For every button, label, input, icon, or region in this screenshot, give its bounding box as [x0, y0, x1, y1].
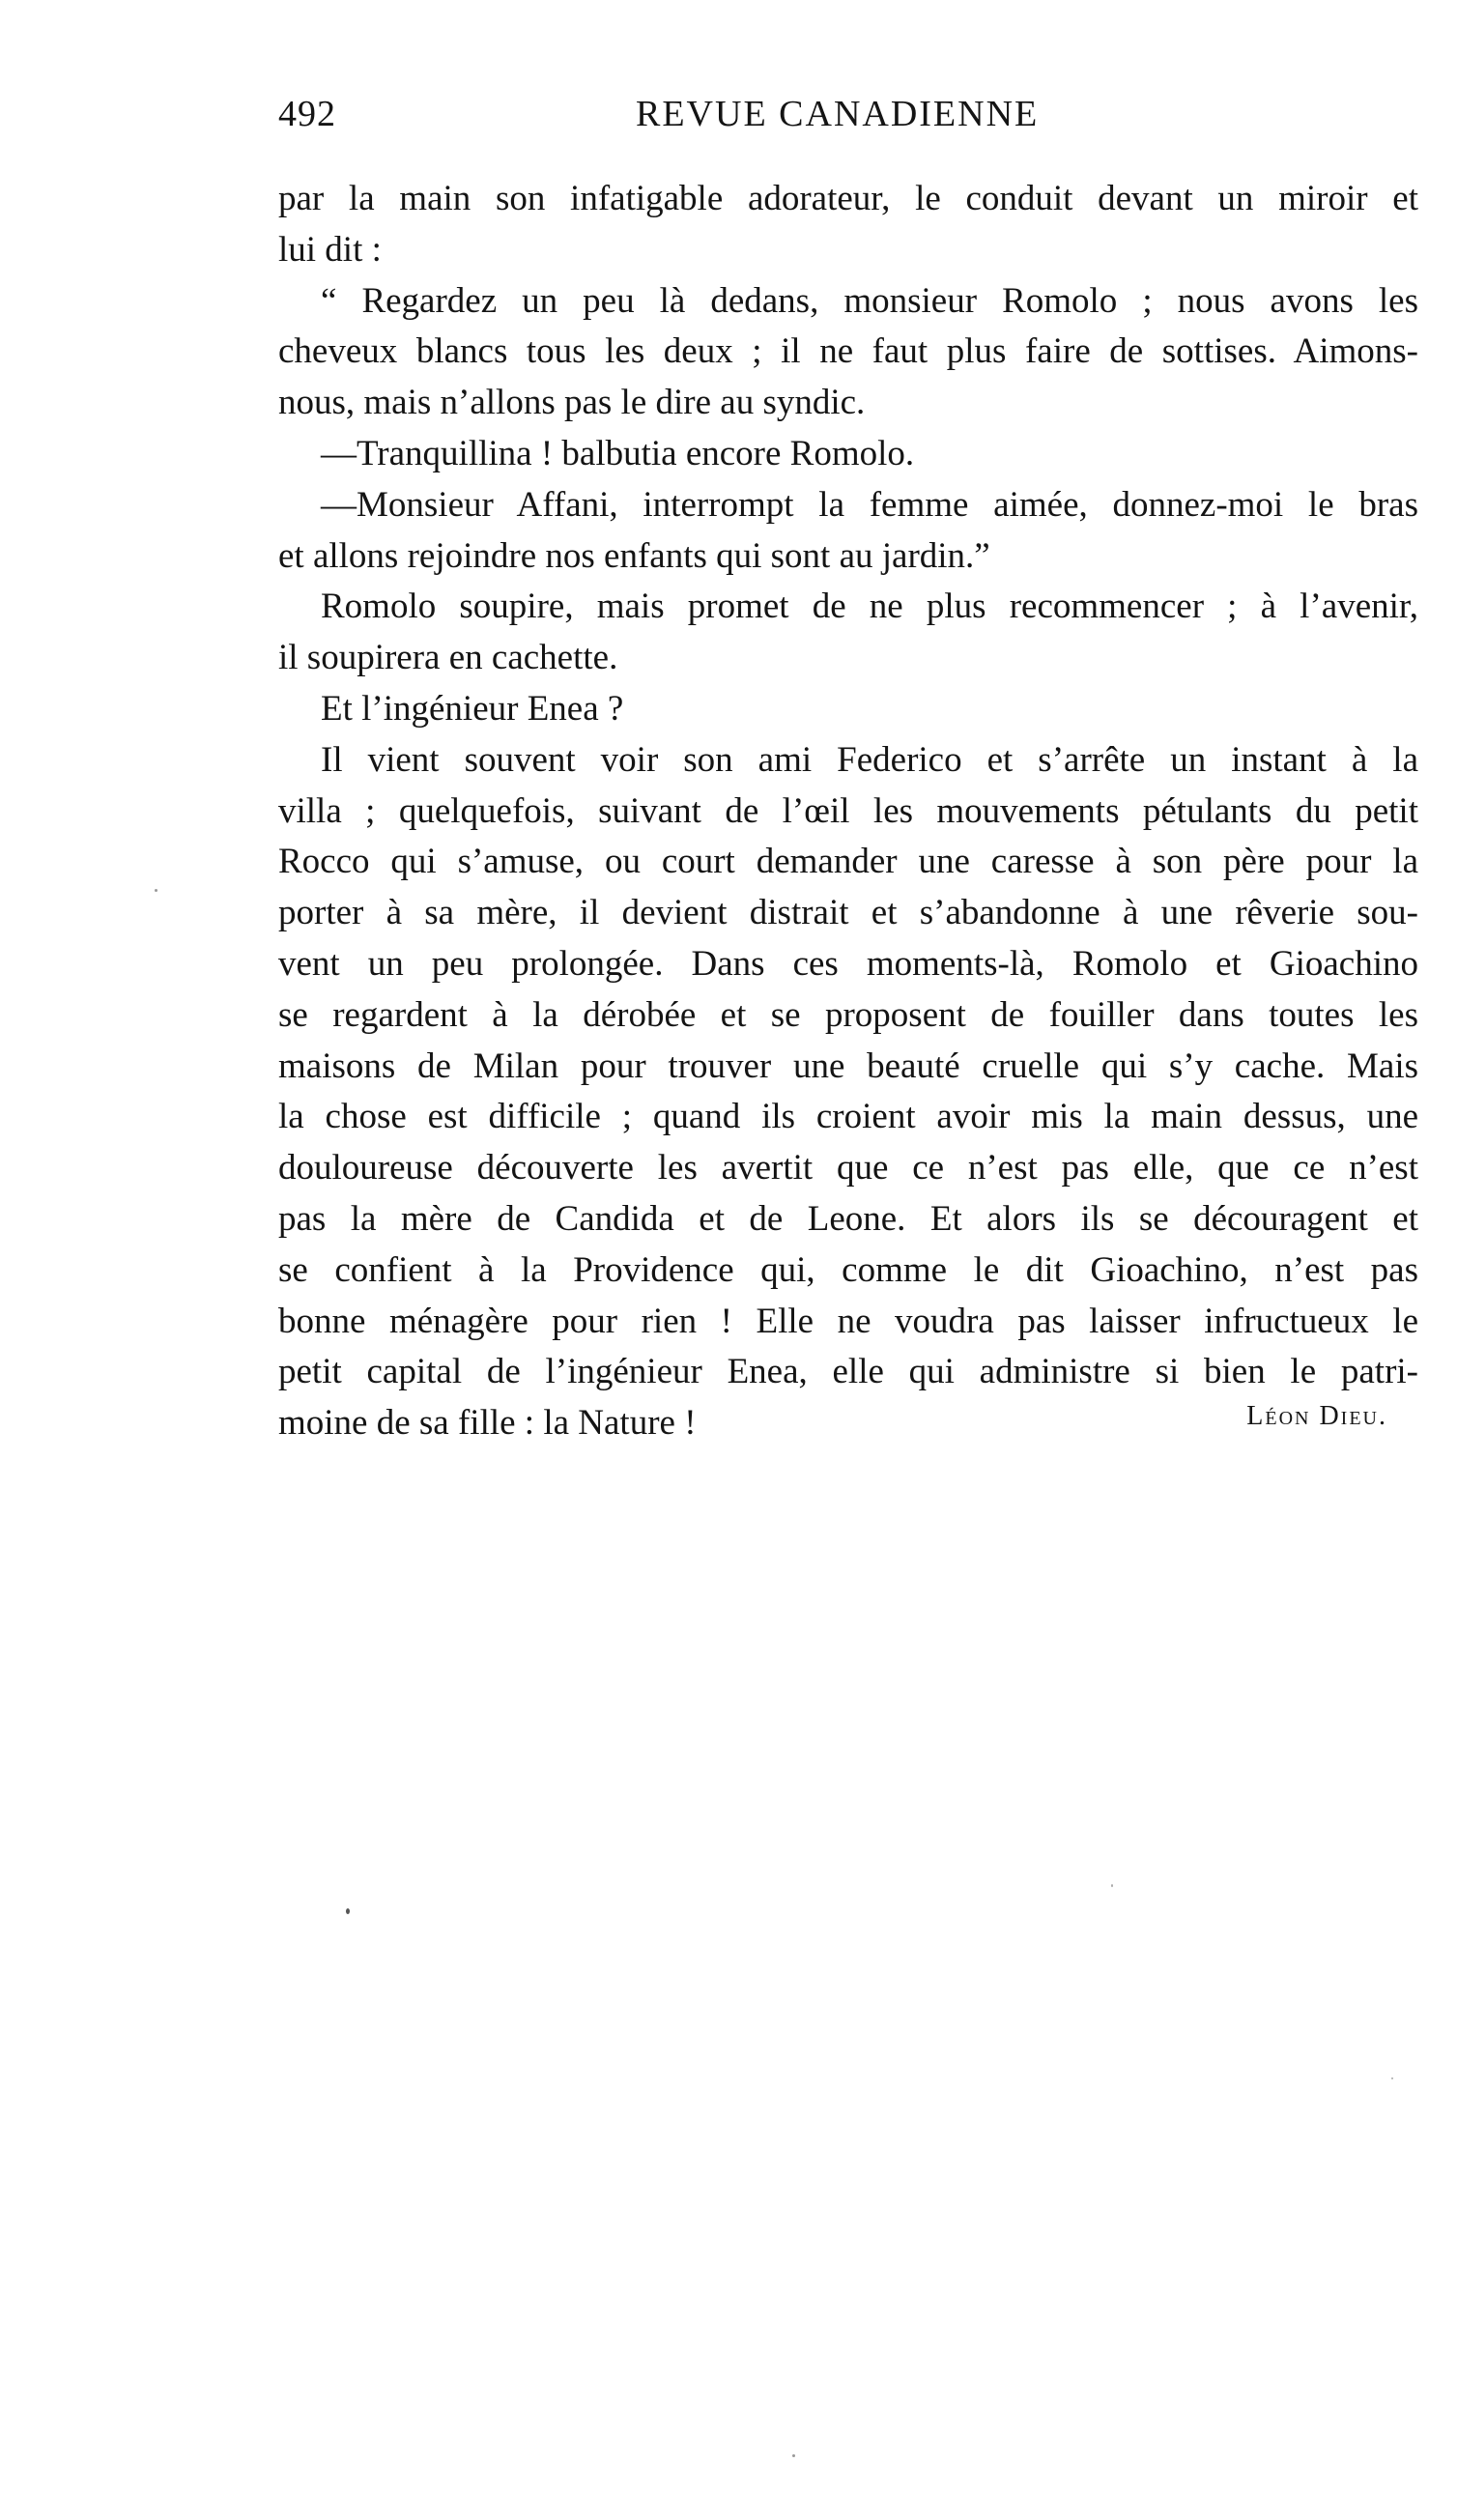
text-line: bonne ménagère pour rien ! Elle ne voudra pas laisser infructueux le — [278, 1301, 1418, 1341]
text-line: vent un peu prolongée. Dans ces moments-là, Romolo et Gioachino — [278, 943, 1418, 984]
scan-speck — [1111, 1884, 1113, 1887]
text-line: petit capital de l’ingénieur Enea, elle qui administre si bien le patri- — [278, 1352, 1418, 1392]
text-line: villa ; quelquefois, suivant de l’œil les mouvements pétulants du petit — [278, 790, 1418, 831]
scan-speck — [155, 889, 157, 892]
text-line: lui dit : — [278, 229, 382, 270]
text-line: —Monsieur Affani, interrompt la femme aimée, donnez-moi le bras — [321, 484, 1418, 525]
scan-speck — [1391, 2077, 1393, 2079]
body-text — [278, 174, 1418, 1449]
text-line: douloureuse découverte les avertit que ce n’est pas elle, que ce n’est — [278, 1148, 1418, 1188]
journal-title: REVUE CANADIENNE — [636, 94, 1040, 134]
text-line: se regardent à la dérobée et se proposent de fouiller dans toutes les — [278, 994, 1418, 1035]
text-line: Et l’ingénieur Enea ? — [321, 688, 624, 729]
scan-speck — [346, 1908, 350, 1914]
text-line: porter à sa mère, il devient distrait et s’abandonne à une rêverie sou- — [278, 893, 1418, 933]
text-line: —Tranquillina ! balbutia encore Romolo. — [321, 433, 915, 473]
text-line: et allons rejoindre nos enfants qui sont au jardin.” — [278, 535, 990, 576]
page-number: 492 — [278, 94, 336, 134]
text-line: “ Regardez un peu là dedans, monsieur Romolo ; nous avons les — [321, 280, 1418, 321]
scan-speck — [792, 2454, 795, 2457]
text-line: Rocco qui s’amuse, ou court demander une caresse à son père pour la — [278, 842, 1418, 882]
running-head — [278, 93, 1418, 151]
text-line: pas la mère de Candida et de Leone. Et alors ils se découragent et — [278, 1198, 1418, 1239]
text-line: nous, mais n’allons pas le dire au syndic. — [278, 383, 866, 423]
text-line: la chose est difficile ; quand ils croient avoir mis la main dessus, une — [278, 1097, 1418, 1137]
text-line: cheveux blancs tous les deux ; il ne faut plus faire de sottises. Aimons- — [278, 331, 1418, 372]
author-signature: Léon Dieu. — [1246, 1401, 1387, 1431]
text-line: par la main son infatigable adorateur, le conduit devant un miroir et — [278, 179, 1418, 218]
text-line: moine de sa fille : la Nature ! — [278, 1403, 697, 1444]
text-line: se confient à la Providence qui, comme le dit Gioachino, n’est pas — [278, 1249, 1418, 1290]
text-line: il soupirera en cachette. — [278, 638, 618, 678]
text-line: maisons de Milan pour trouver une beauté cruelle qui s’y cache. Mais — [278, 1045, 1418, 1086]
text-line: Romolo soupire, mais promet de ne plus recommencer ; à l’avenir, — [321, 587, 1418, 627]
text-line: Il vient souvent voir son ami Federico et s’arrête un instant à la — [321, 739, 1418, 780]
